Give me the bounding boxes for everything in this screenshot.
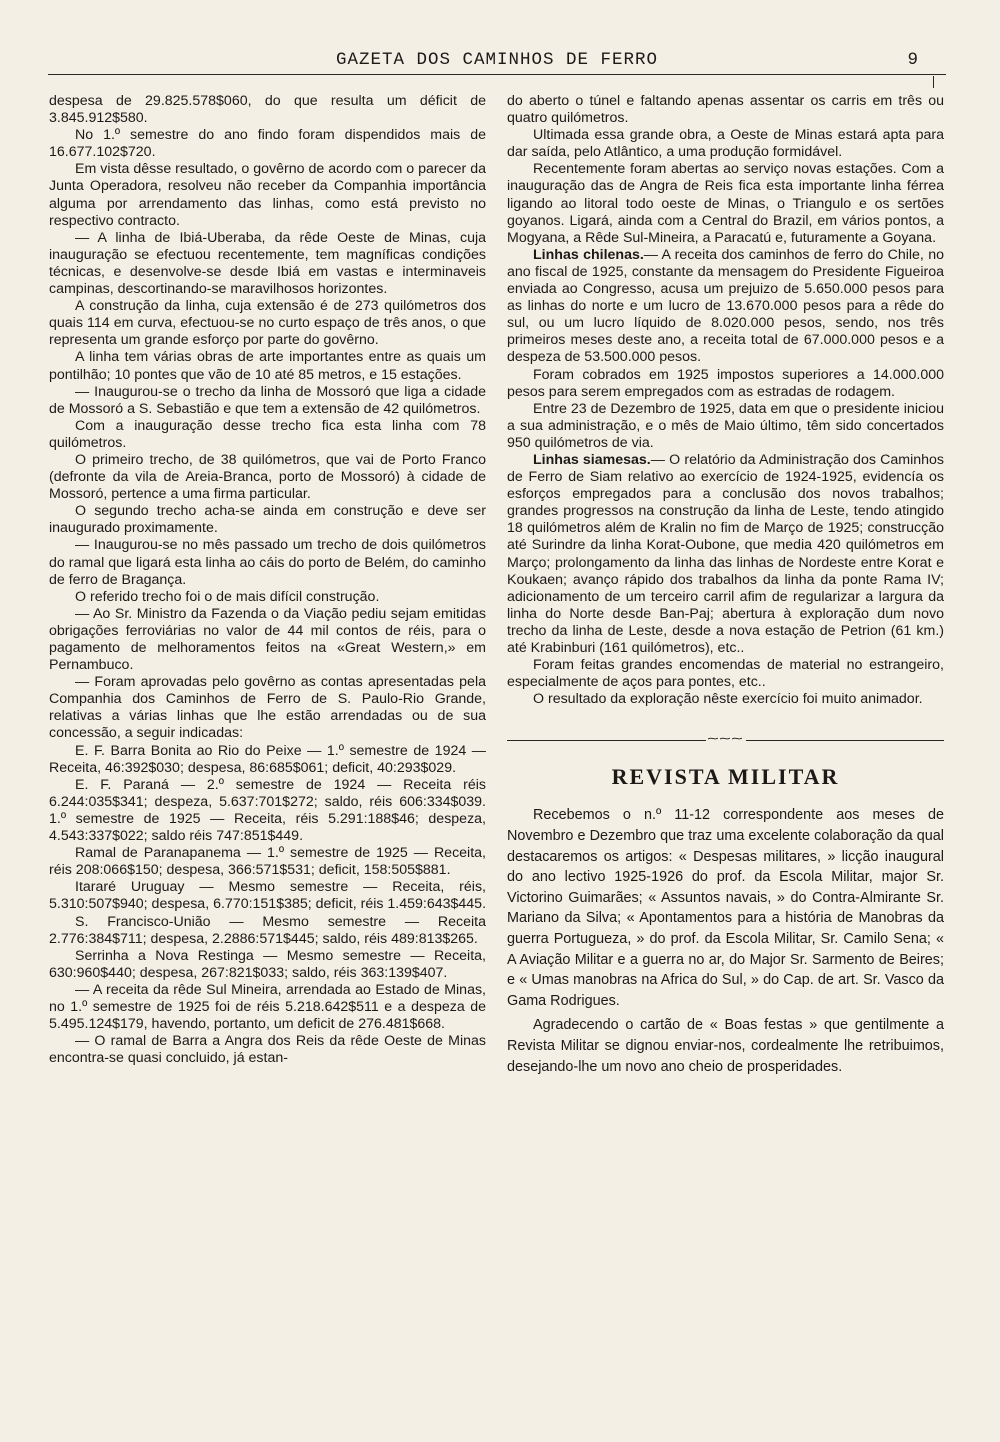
paragraph bbox=[507, 691, 944, 708]
paragraph bbox=[49, 537, 486, 588]
paragraph-text: E. F. Paraná — 2.º semestre de 1924 — Receita réis 6.244:035$341; despeza, 5.637:701$272; saldo, réis 606:334$039. 1.º semestre de 1925 — Receita, réis 5.291:188$46; despeza, 4.543:337$022; saldo réis 747:851$449. bbox=[49, 776, 486, 845]
paragraph-text: — O ramal de Barra a Angra dos Reis da rêde Oeste de Minas encontra-se quasi concluido, já estan- bbox=[49, 1033, 486, 1067]
paragraph bbox=[507, 452, 944, 657]
paragraph-lead: Linhas siamesas. bbox=[533, 451, 651, 468]
right-column bbox=[507, 93, 944, 1077]
paragraph-text: O segundo trecho acha-se ainda em construção e deve ser inaugurado proximamente. bbox=[49, 503, 486, 537]
paragraph bbox=[49, 914, 486, 948]
paragraph bbox=[49, 948, 486, 982]
paragraph-text: — Inaugurou-se o trecho da linha de Mossoró que liga a cidade de Mossoró a S. Sebastião e que tem a extensão de 42 quilómetros. bbox=[49, 383, 486, 417]
revista-militar-body bbox=[507, 805, 944, 1077]
page-header bbox=[48, 48, 946, 75]
paragraph-text: S. Francisco-União — Mesmo semestre — Receita 2.776:384$711; despesa, 2.2886:571$445; saldo, réis 489:813$265. bbox=[49, 913, 486, 947]
paragraph-text: Foram feitas grandes encomendas de material no estrangeiro, especialmente de aços para pontes, etc.. bbox=[507, 657, 944, 691]
paragraph bbox=[49, 982, 486, 1033]
paragraph bbox=[49, 777, 486, 845]
paragraph bbox=[49, 606, 486, 674]
journal-title: GAZETA DOS CAMINHOS DE FERRO bbox=[335, 50, 659, 70]
paragraph-text: E. F. Barra Bonita ao Rio do Peixe — 1.º semestre de 1924 — Receita, 46:392$030; despesa, 86:685$061; deficit, 40:293$029. bbox=[49, 742, 486, 776]
paragraph bbox=[49, 418, 486, 452]
paragraph-lead: Linhas chilenas. bbox=[533, 246, 644, 263]
divider-ornament: ⁓⁓⁓ bbox=[706, 731, 746, 748]
left-column bbox=[49, 93, 486, 1067]
paragraph bbox=[49, 879, 486, 913]
paragraph bbox=[49, 298, 486, 349]
paragraph-text: O primeiro trecho, de 38 quilómetros, que vai de Porto Franco (defronte da vila de Areia-Branca, porto de Mossoró) à cidade de Mossoró, pertence a uma firma particular. bbox=[49, 451, 486, 503]
paragraph-text: O resultado da exploração nêste exercício foi muito animador. bbox=[533, 691, 923, 708]
paragraph bbox=[507, 247, 944, 367]
paragraph-text: — A linha de Ibiá-Uberaba, da rêde Oeste de Minas, cuja inauguração se efectuou recentemente, tem magníficas condições técnicas, e desenvolve-se desde Ibiá em vastas e interminaveis campinas, descortinando-se maravilhosos horizontes. bbox=[49, 229, 486, 298]
paragraph bbox=[507, 401, 944, 452]
paragraph-text: Ultimada essa grande obra, a Oeste de Minas estará apta para dar saída, pelo Atlântico, a uma produção formidável. bbox=[507, 127, 944, 161]
paragraph-text: — A receita dos caminhos de ferro do Chile, no ano fiscal de 1925, constante da mensagem do Presidente Figueiroa enviada ao Congresso, acusa um prejuizo de 5.650.000 pesos para as linhas do norte e um lucro de 13.670.000 pesos para a rêde do sul, ou um lucro líquido de 8.020.000 pesos, sendo, nos três primeiros meses deste ano, a receita total de 67.000.000 pesos e a despeza de 53.500.000 pesos. bbox=[507, 246, 944, 366]
paragraph-text: Em vista dêsse resultado, o govêrno de acordo com o parecer da Junta Operadora, resolveu não receber da Companhia importância alguma por arrendamento das linhas, como está previsto no respectivo contracto. bbox=[49, 161, 486, 229]
paragraph-text: — A receita da rêde Sul Mineira, arrendada ao Estado de Minas, no 1.º semestre de 1925 foi de réis 5.218.642$511 e a despeza de 5.495.124$179, havendo, portanto, um deficit de 276.481$668. bbox=[49, 981, 486, 1033]
paragraph-text: O referido trecho foi o de mais difícil construção. bbox=[75, 588, 380, 605]
paragraph bbox=[49, 503, 486, 537]
paragraph-text: Serrinha a Nova Restinga — Mesmo semestre — Receita, 630:960$440; despesa, 267:821$033; saldo, réis 363:139$407. bbox=[49, 947, 486, 981]
paragraph bbox=[49, 589, 486, 606]
paragraph bbox=[49, 452, 486, 503]
paragraph-text: — O relatório da Administração dos Caminhos de Ferro de Siam relativo ao exercício de 1924-1925, evidencía os esforços empregados para a conclusão dos novos trabalhos; grandes progressos na construção da linha de Leste, tendo atingido 18 quilómetros além de Kralin no fim de Março de 1925; construcção até Surindre da linha Korat-Oubone, que media 420 quilómetros em Março; prolongamento da linha das linhas de Nordeste entre Korat e Koukaen; avanço rápido dos trabalhos da linha da ponte Rama IV; adicionamento de um terceiro carril afim de regularizar a largura da linha do Norte desde Ban-Paj; abertura à exploração dum novo trecho da linha de Leste, desde a nova estação de Petrion (61 km.) até Krabinburi (161 quilómetros), etc.. bbox=[507, 451, 944, 656]
paragraph-text: A construção da linha, cuja extensão é de 273 quilómetros dos quais 114 em curva, efectuou-se no curto espaço de três anos, o que representa um grande esforço por parte do govêrno. bbox=[49, 298, 486, 349]
paragraph bbox=[507, 161, 944, 246]
paragraph-text: — Inaugurou-se no mês passado um trecho de dois quilómetros do ramal que ligará esta linha ao cáis do porto de Belém, do caminho de ferro de Bragança. bbox=[49, 537, 486, 588]
paragraph-text: Ramal de Paranapanema — 1.º semestre de 1925 — Receita, réis 208:066$150; despesa, 366:571$531; deficit, 158:505$881. bbox=[49, 845, 486, 879]
paragraph bbox=[49, 127, 486, 161]
paragraph bbox=[507, 127, 944, 161]
paragraph: Recebemos o n.º 11-12 correspondente aos meses de Novembro e Dezembro que traz uma excelente colaboração da qual destacaremos os artigos: « Despesas militares, » licção inaugural do ano lectivo 1925-1926 do prof. da Escola Militar, major Sr. Victorino Guimarães; « Assuntos navais, » do Contra-Almirante Sr. Mariano da Silva; « Apontamentos para a história de Manobras da guerra Portugueza, » do prof. da Escola Militar, Sr. Camilo Sena; « A Aviação Militar e a guerra no ar, do Major Sr. Sarmento de Beires; e « Umas manobras na Africa do Sul, » do Cap. de art. Sr. Vasco da Gama Rodrigues. bbox=[507, 807, 944, 1009]
paragraph-text: Entre 23 de Dezembro de 1925, data em que o presidente iniciou a sua administração, e o mês de Maio último, têm sido concertados 950 quilómetros de via. bbox=[507, 400, 944, 451]
paragraph bbox=[507, 367, 944, 401]
right-column-articles bbox=[507, 93, 944, 708]
paragraph bbox=[49, 349, 486, 383]
paragraph-text: No 1.º semestre do ano findo foram dispendidos mais de 16.677.102$720. bbox=[49, 127, 486, 161]
paragraph bbox=[49, 230, 486, 298]
paragraph bbox=[49, 743, 486, 777]
paragraph-text: Foram cobrados em 1925 impostos superiores a 14.000.000 pesos para serem empregados com as estradas de rodagem. bbox=[507, 366, 944, 400]
paragraph-text: A linha tem várias obras de arte importantes entre as quais um pontilhão; 10 pontes que vão de 10 até 85 metros, e 15 estações. bbox=[49, 349, 486, 383]
paragraph-text: Com a inauguração desse trecho fica esta linha com 78 quilómetros. bbox=[49, 417, 486, 451]
paragraph-text: — Ao Sr. Ministro da Fazenda o da Viação pediu sejam emitidas obrigações ferroviárias no valor de 44 mil contos de réis, para o pagamento de melhoramentos feitos na «Great Western,» em Pernambuco. bbox=[49, 605, 486, 674]
header-tick bbox=[933, 76, 934, 88]
paragraph bbox=[507, 657, 944, 691]
paragraph bbox=[49, 845, 486, 879]
paragraph-text: do aberto o túnel e faltando apenas assentar os carris em três ou quatro quilómetros. bbox=[507, 93, 944, 127]
paragraph-text: — Foram aprovadas pelo govêrno as contas apresentadas pela Companhia dos Caminhos de Ferro de S. Paulo-Rio Grande, relativas a várias linhas que lhe estão arrendadas ou de sua concessão, a seguir indicadas: bbox=[49, 674, 486, 742]
paragraph bbox=[49, 384, 486, 418]
paragraph bbox=[507, 93, 944, 127]
page-number: 9 bbox=[907, 50, 918, 70]
paragraph bbox=[49, 161, 486, 229]
paragraph-text: despesa de 29.825.578$060, do que resulta um déficit de 3.845.912$580. bbox=[49, 93, 486, 127]
revista-militar-title: REVISTA MILITAR bbox=[611, 764, 840, 790]
paragraph-text: Itararé Uruguay — Mesmo semestre — Receita, réis, 5.310:507$940; despesa, 6.770:151$385; deficit, réis 1.459:643$445. bbox=[49, 879, 486, 913]
section-divider bbox=[507, 728, 944, 750]
paragraph bbox=[49, 1033, 486, 1067]
paragraph bbox=[49, 93, 486, 127]
paragraph: Agradecendo o cartão de « Boas festas » que gentilmente a Revista Militar se dignou enviar-nos, cordealmente lhe retribuimos, desejando-lhe um novo ano cheio de prosperidades. bbox=[507, 1017, 944, 1075]
paragraph bbox=[49, 674, 486, 742]
paragraph-text: Recentemente foram abertas ao serviço novas estações. Com a inauguração das de Angra de Reis fica esta importante linha férrea ligando ao litoral todo oeste de Minas, o Triangulo e os sertões goyanos. Ligará, ainda com a Central do Brazil, em vários pontos, a Mogyana, a Rêde Sul-Mineira, a Paracatú e, futuramente a Goyana. bbox=[507, 161, 944, 246]
